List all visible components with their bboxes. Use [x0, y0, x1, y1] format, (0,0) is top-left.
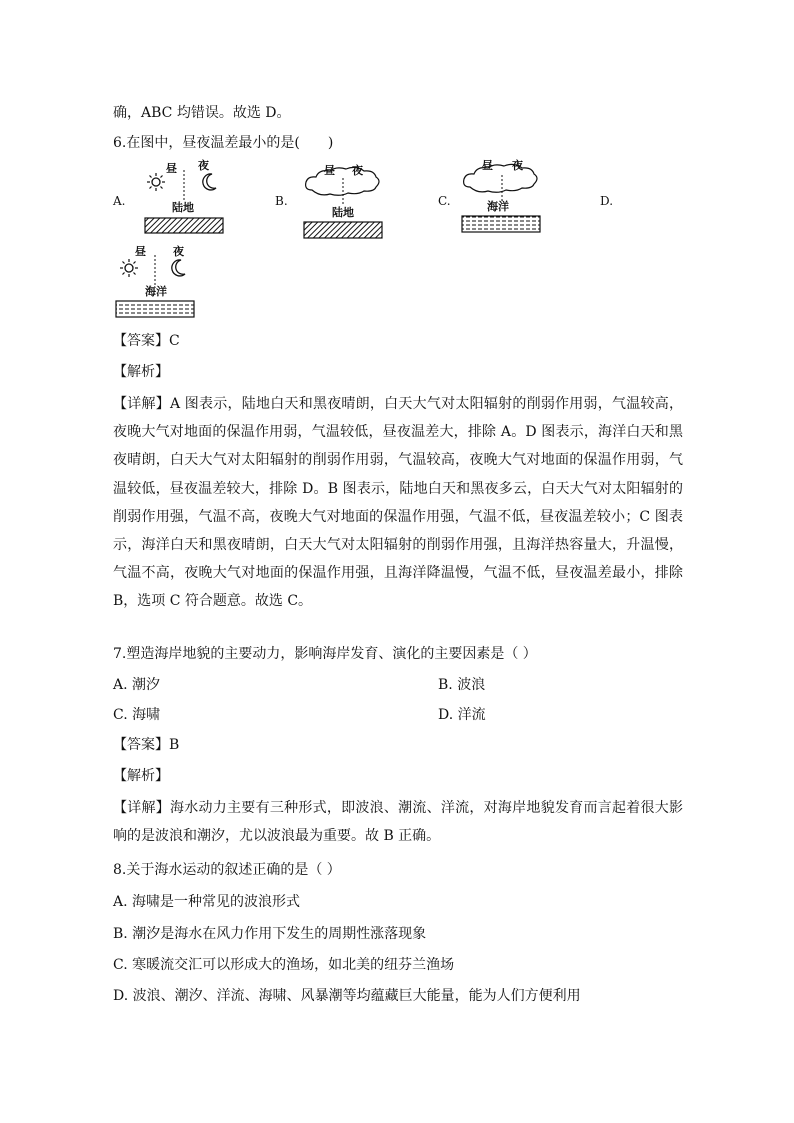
- q8-stem: 8.关于海水运动的叙述正确的是（ ）: [113, 862, 341, 878]
- land-label: 陆地: [172, 201, 194, 214]
- cloud-icon: [464, 164, 537, 192]
- q7-option-a: A. 潮汐: [113, 677, 161, 693]
- q7-analysis-heading: 【解析】: [113, 768, 169, 784]
- cloud-icon: [306, 164, 379, 195]
- day-label: 昼: [166, 162, 177, 175]
- q6-option-c-label: C.: [438, 194, 451, 208]
- moon-icon: [203, 174, 216, 190]
- q6-figure-c: [460, 155, 550, 235]
- q7-answer: 【答案】B: [113, 737, 180, 753]
- q8-option-a: A. 海啸是一种常见的波浪形式: [113, 894, 301, 910]
- cloud-land-diagram: [300, 160, 390, 240]
- land-label: 陆地: [332, 206, 354, 219]
- intro-text: 确，ABC 均错误。故选 D。: [113, 105, 291, 121]
- ocean-surface: [462, 216, 540, 232]
- q6-stem: 6.在图中，昼夜温差最小的是( ): [113, 135, 334, 151]
- q6-option-d-label: D.: [600, 194, 614, 208]
- cloud-ocean-diagram: [460, 155, 550, 235]
- day-label: 昼: [135, 245, 146, 258]
- sun-icon: [147, 173, 165, 191]
- ocean-surface: [116, 301, 194, 317]
- q8-option-b: B. 潮汐是海水在风力作用下发生的周期性涨落现象: [113, 926, 427, 942]
- night-label: 夜: [173, 245, 184, 258]
- sun-moon-ocean-diagram: [113, 243, 203, 321]
- q6-analysis-heading: 【解析】: [113, 364, 169, 380]
- q6-option-a-label: A.: [113, 194, 126, 208]
- day-label: 昼: [324, 164, 335, 177]
- q8-option-d: D. 波浪、潮汐、洋流、海啸、风暴潮等均蕴藏巨大能量，能为人们方便利用: [113, 988, 581, 1004]
- q7-detail: 【详解】海水动力主要有三种形式，即波浪、潮流、洋流，对海岸地貌发育而言起着很大影响的是波浪和潮汐，尤以波浪最为重要。故 B 正确。: [113, 800, 683, 845]
- q6-figure-b: [300, 160, 390, 240]
- q6-option-b-label: B.: [275, 194, 288, 208]
- day-label: 昼: [482, 159, 493, 172]
- q7-option-b: B. 波浪: [438, 677, 486, 693]
- land-surface: [304, 222, 382, 238]
- q6-figure-d: [113, 243, 203, 321]
- land-surface: [145, 218, 223, 233]
- sun-icon: [120, 259, 138, 277]
- q6-detail: 【详解】A 图表示，陆地白天和黑夜晴朗，白天大气对太阳辐射的削弱作用弱，气温较高，夜晚大气对地面的保温作用弱，气温较低，昼夜温差大，排除 A。D 图表示，海洋白天和黑夜晴朗，白天大气对太阳辐射的削弱作用弱，气温较高，夜晚大气对地面的保温作用弱，气温较低，昼夜温差较大，排除 D。B 图表示，陆地白天和黑夜多云，白天大气对太阳辐射的削弱作用强，气温不高，夜晚大气对地面的保温作用强，气温不低，昼夜温差较小；C 图表示，海洋白天和黑夜晴朗，白天大气对太阳辐射的削弱作用强，且海洋热容量大，升温慢，气温不高，夜晚大气对地面的保温作用强，且海洋降温慢，气温不低，昼夜温差最小，排除 B，选项 C 符合题意。故选 C。: [113, 396, 683, 610]
- q7-stem: 7.塑造海岸地貌的主要动力，影响海岸发育、演化的主要因素是（ ）: [113, 646, 537, 662]
- q8-option-c: C. 寒暖流交汇可以形成大的渔场，如北美的纽芬兰渔场: [113, 957, 455, 973]
- ocean-label: 海洋: [145, 285, 167, 298]
- night-label: 夜: [512, 159, 523, 172]
- night-label: 夜: [352, 164, 363, 177]
- q7-option-c: C. 海啸: [113, 707, 161, 723]
- moon-icon: [172, 260, 185, 276]
- ocean-label: 海洋: [487, 200, 509, 213]
- q6-figure-a: [140, 158, 230, 236]
- night-label: 夜: [198, 159, 209, 172]
- q7-option-d: D. 洋流: [438, 707, 486, 723]
- sun-moon-land-diagram: [140, 158, 230, 236]
- q6-answer: 【答案】C: [113, 333, 180, 349]
